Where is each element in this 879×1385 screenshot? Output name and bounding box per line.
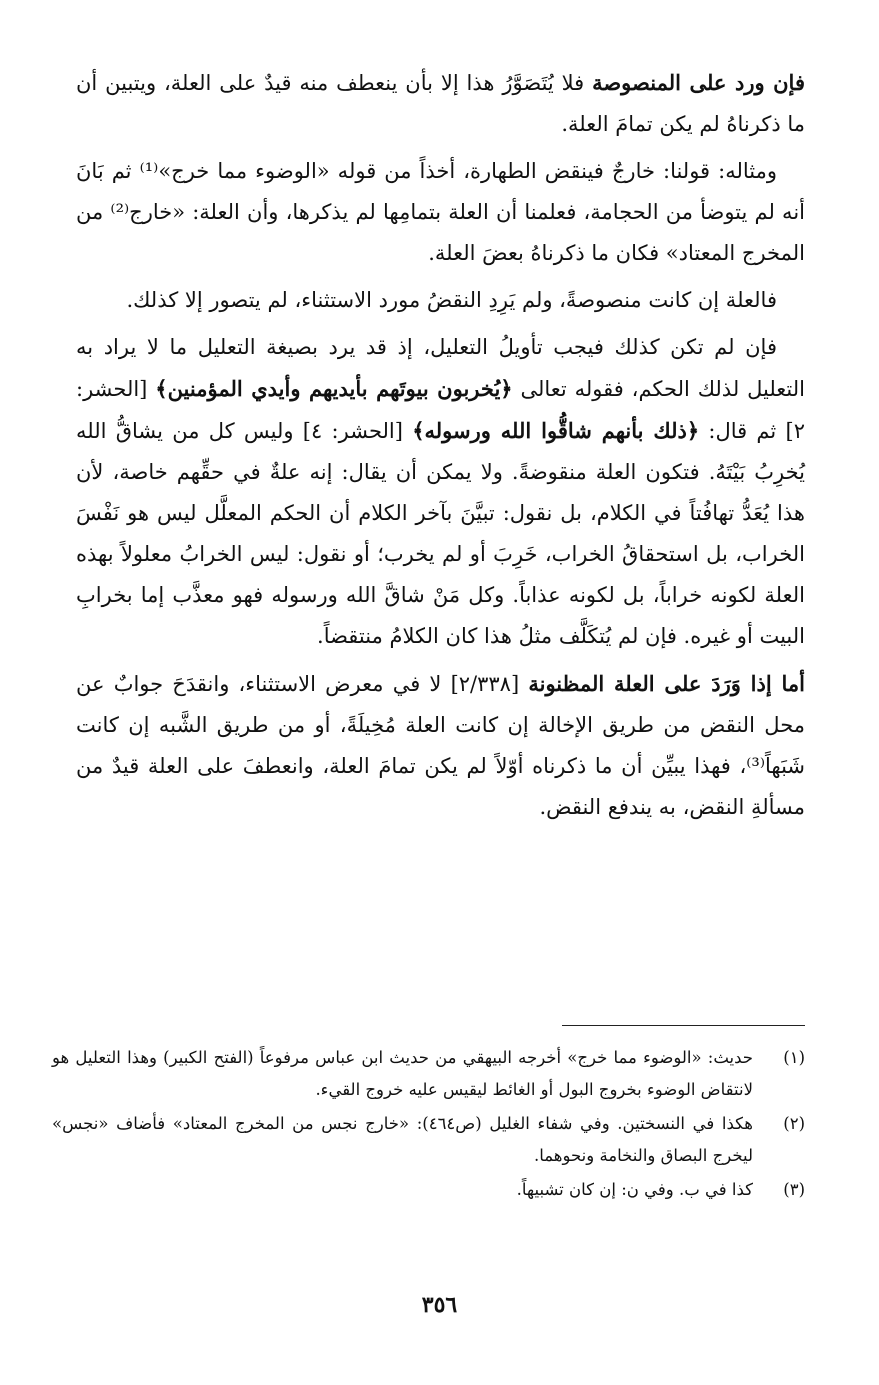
footnote-1 bbox=[52, 1042, 805, 1106]
footnote-text: حديث: «الوضوء مما خرج» أخرجه البيهقي من حديث ابن عباس مرفوعاً (الفتح الكبير) وهذا التعليل هو لانتقاض الوضوء بخروج البول أو الغائط ليقيس عليه خروج القيء. bbox=[52, 1048, 753, 1099]
paragraph-4-text: فإن لم تكن كذلك فيجب تأويلُ التعليل، إذ قد يرد بصيغة التعليل ما لا يراد به التعليل لذلك الحكم، فقوله تعالى bbox=[76, 335, 805, 401]
page-number: ٣٥٦ bbox=[421, 1292, 458, 1318]
paragraph-4 bbox=[76, 327, 805, 657]
footnote-separator bbox=[562, 1025, 805, 1026]
footnote-number: (٣) bbox=[783, 1180, 805, 1199]
footnote-text: كذا في ب. وفي ن: إن كان تشبيهاً. bbox=[516, 1180, 753, 1199]
footnote-3 bbox=[52, 1174, 805, 1206]
paragraph-3 bbox=[76, 280, 805, 321]
footnotes bbox=[52, 1042, 805, 1208]
paragraph-5-lead: أما إذا وَرَدَ على العلة المظنونة bbox=[528, 671, 806, 696]
paragraph-3-text: فالعلة إن كانت منصوصةً، ولم يَرِدِ النقضُ مورد الاستثناء، لم يتصور إلا كذلك. bbox=[126, 288, 777, 312]
paragraph-5 bbox=[76, 663, 805, 828]
paragraph-1 bbox=[76, 62, 805, 145]
footnote-text: هكذا في النسختين. وفي شفاء الغليل (ص٤٦٤): «خارج نجس من المخرج المعتاد» فأضاف «نجس» ليخرج البصاق والنخامة ونحوهما. bbox=[52, 1114, 753, 1165]
paragraph-4-text-2: [الحشر: ٢] ثم قال: bbox=[76, 377, 805, 443]
paragraph-5-text: [٢/٣٣٨] لا في معرض الاستثناء، وانقدَحَ جوابٌ عن محل النقض من طريق الإخالة إن كانت العلة مُخِيلَةً، أو من طريق الشَّبه إن كانت شَبَهاً⁽³⁾، فهذا يبيِّن أن ما ذكرناه أوّلاً لم يكن تمامَ العلة، وانعطفَ على العلة قيدٌ من مسألةِ النقض، به يندفع النقض. bbox=[76, 672, 805, 819]
paragraph-1-lead: فإن ورد على المنصوصة bbox=[592, 70, 805, 95]
paragraph-2-text: ومثاله: قولنا: خارجٌ فينقض الطهارة، أخذاً من قوله «الوضوء مما خرج»⁽¹⁾ ثم بَانَ أنه لم يتوضأ من الحجامة، فعلمنا أن العلة بتمامِها لم يذكرها، وأن العلة: «خارج⁽²⁾ من المخرج المعتاد» فكان ما ذكرناهُ بعضَ العلة. bbox=[76, 159, 805, 265]
footnote-number: (١) bbox=[783, 1048, 805, 1067]
paragraph-2 bbox=[76, 151, 805, 274]
quran-verse-1: ﴿يُخربون بيوتَهم بأيديهم وأيدي المؤمنين﴾ bbox=[155, 376, 513, 401]
footnote-number: (٢) bbox=[783, 1114, 805, 1133]
paragraph-1-text: فلا يُتَصَوَّرُ هذا إلا بأن ينعطف منه قيدٌ على العلة، ويتبين أن ما ذكرناهُ لم يكن تمامَ العلة. bbox=[76, 71, 805, 136]
paragraph-4-text-3: [الحشر: ٤] وليس كل من يشاقُّ الله يُخرِبُ بَيْتَهُ. فتكون العلة منقوضةً. ولا يمكن أن يقال: إنه علةٌ في حقِّهم خاصة، لأن هذا يُعَدُّ تهافُتاً في الكلام، بل نقول: تبيَّنَ بآخر الكلام أن الحكم المعلَّل ليس هو نَفْسَ الخراب، بل استحقاقُ الخراب، خَرِبَ أو لم يخرب؛ أو نقول: ليس الخرابُ معلولاً بهذه العلة لكونه خراباً، بل لكونه عذاباً. وكل مَنْ شاقَّ الله ورسوله فهو معذَّب إما بخرابِ البيت أو غيره. فإن لم يُتكَلَّف مثلُ هذا كان الكلامُ منتقضاً. bbox=[76, 419, 805, 648]
footnote-2 bbox=[52, 1108, 805, 1172]
quran-verse-2: ﴿ذلك بأنهم شاقُّوا الله ورسوله﴾ bbox=[412, 418, 700, 443]
